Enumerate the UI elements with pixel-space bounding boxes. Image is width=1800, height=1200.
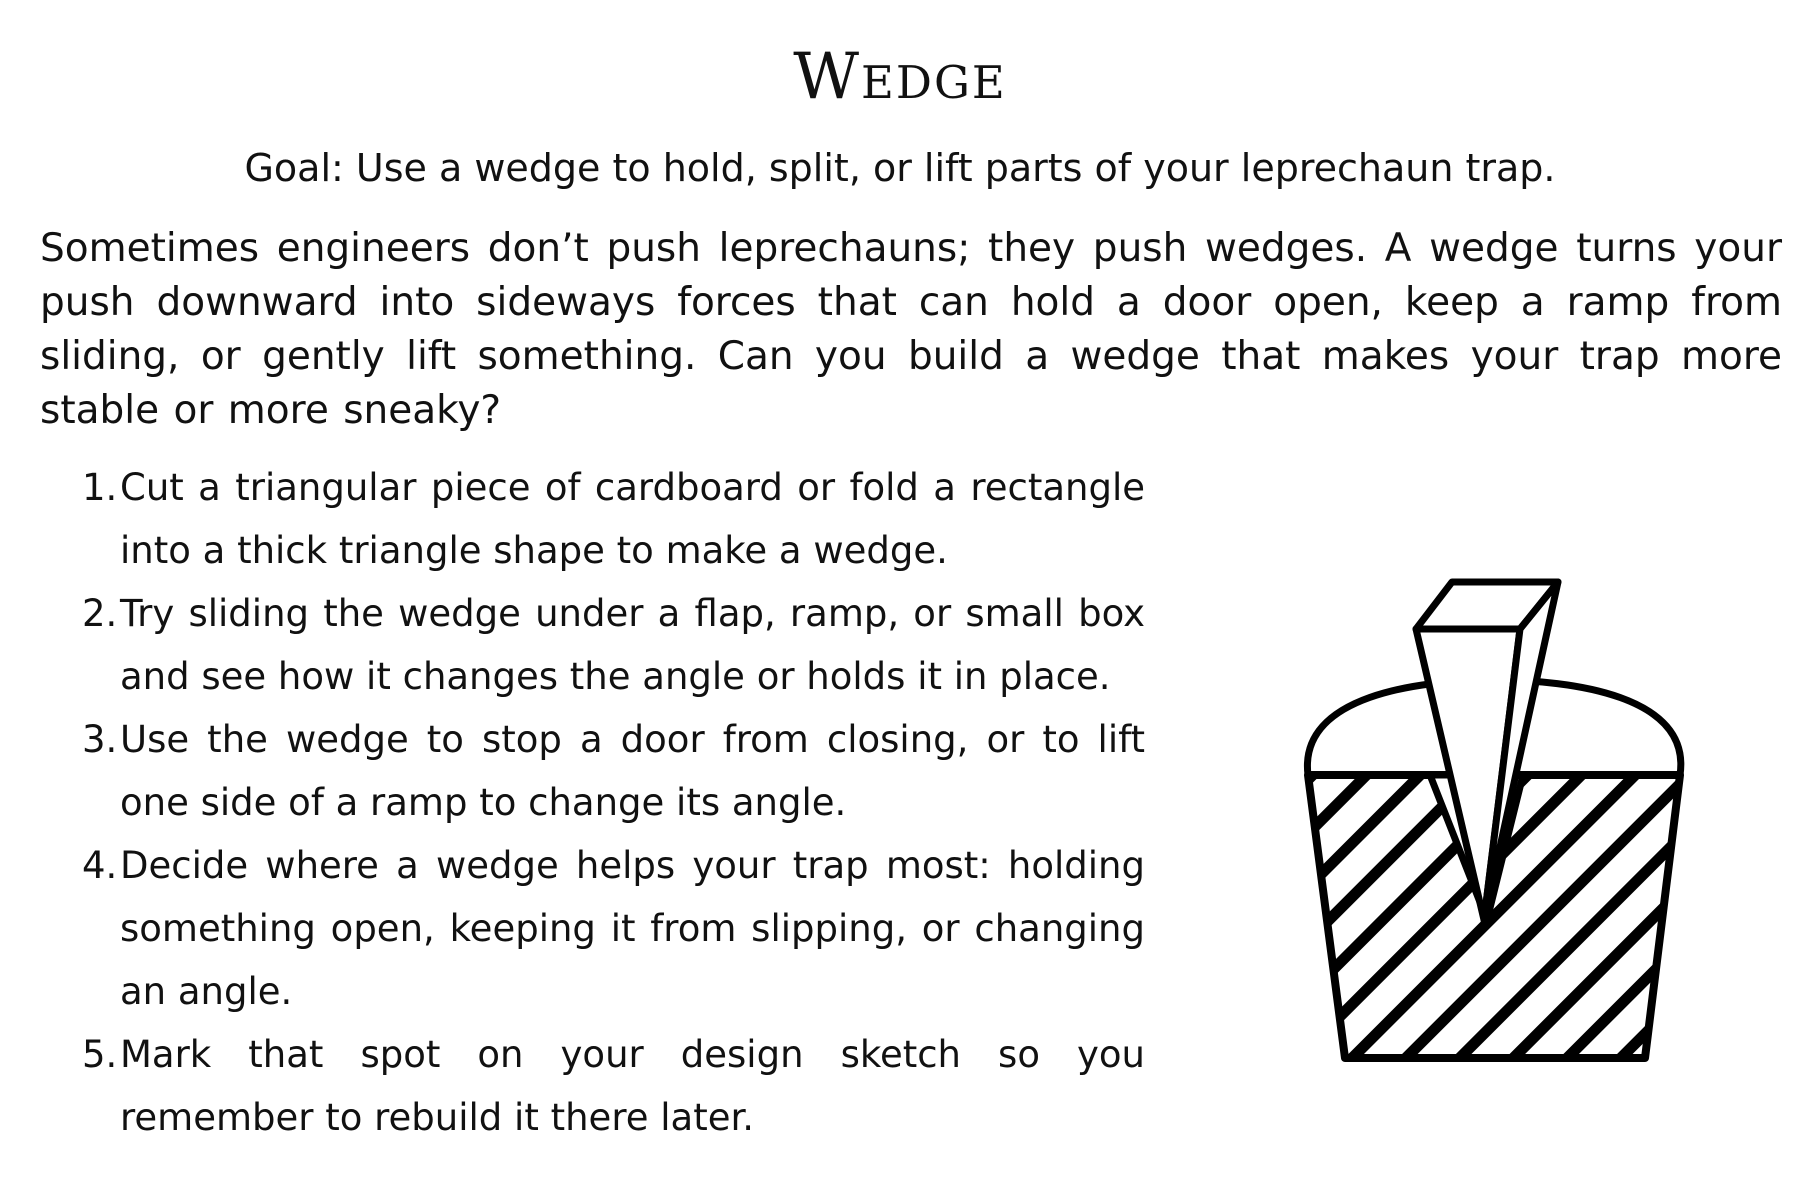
intro-paragraph: Sometimes engineers don’t push leprechauns; they push wedges. A wedge turns your push downward into sideways forces that can hold a door open, keep a ramp from sliding, or gently lift something. Can you build a wedge that makes your trap more stable or more sneaky? bbox=[40, 226, 1782, 433]
step-item bbox=[80, 1023, 1145, 1149]
step-number: 4. bbox=[82, 844, 118, 887]
step-text: Try sliding the wedge under a flap, ramp, or small box and see how it changes the angle or holds it in place. bbox=[120, 592, 1145, 698]
step-number: 2. bbox=[82, 592, 118, 635]
step-number: 1. bbox=[82, 466, 118, 509]
goal-statement: Goal: Use a wedge to hold, split, or lift parts of your leprechaun trap. bbox=[244, 146, 1556, 190]
steps-list bbox=[80, 456, 1145, 1149]
step-text: Cut a triangular piece of cardboard or fold a rectangle into a thick triangle shape to make a wedge. bbox=[120, 466, 1145, 572]
step-number: 3. bbox=[82, 718, 118, 761]
step-text: Decide where a wedge helps your trap most: holding something open, keeping it from slipping, or changing an angle. bbox=[120, 844, 1145, 1013]
step-number: 5. bbox=[82, 1033, 118, 1076]
step-text: Use the wedge to stop a door from closing, or to lift one side of a ramp to change its angle. bbox=[120, 718, 1145, 824]
step-item bbox=[80, 708, 1145, 834]
step-item bbox=[80, 834, 1145, 1023]
step-item bbox=[80, 582, 1145, 708]
page-title: Wedge bbox=[793, 40, 1007, 114]
step-text: Mark that spot on your design sketch so you remember to rebuild it there later. bbox=[120, 1033, 1145, 1139]
wedge-splitting-block-icon bbox=[1290, 575, 1710, 1075]
step-item bbox=[80, 456, 1145, 582]
wedge-illustration bbox=[1290, 575, 1710, 1075]
